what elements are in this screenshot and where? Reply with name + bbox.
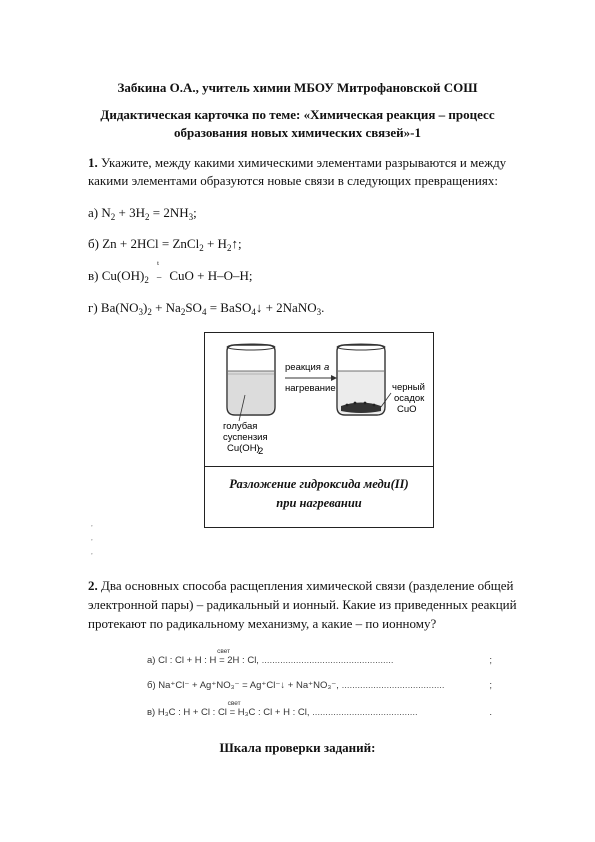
card-title-line-1: Дидактическая карточка по теме: «Химическая реакция – процесс xyxy=(100,107,495,122)
margin-mark: , xyxy=(91,520,93,528)
arrow-label-symbol: a xyxy=(324,362,330,373)
beakers-illustration xyxy=(205,333,433,466)
left-beaker-icon xyxy=(227,344,275,415)
right-beaker-icon xyxy=(337,344,385,415)
q1-text-1: Укажите, между какими химическими элементами разрываются и между xyxy=(101,155,507,170)
left-label-3: Cu(OH) xyxy=(227,443,260,454)
arrow-label-top: реакция xyxy=(285,362,321,373)
q2-reaction-a: а) Cl : Cl + H : H свет = 2H : Cl, .................................................. ; xyxy=(147,648,492,666)
figure-box xyxy=(204,332,434,528)
q2-reaction-c: в) H₃C : H + Cl : Cl свет = H₃C : Cl + H : Cl, ........................................ . xyxy=(147,700,492,718)
q1-item-b: б) Zn + 2HCl = ZnCl$_2$ + $H_2↑$; xyxy=(88,236,242,253)
q2-text-line-2: электронной пары) – радикальный и ионный. Какие из приведенных реакций xyxy=(88,597,517,612)
q2-text-line-1 xyxy=(88,578,514,594)
q2-reaction-b: б) Na⁺Cl⁻ + Ag⁺NO₃⁻ = Ag⁺Cl⁻↓ + Na⁺NO₃⁻, ....................................... ; xyxy=(147,680,492,691)
right-label-2: осадок xyxy=(394,393,425,404)
q1-item-c: в) $Cu(OH)_2$ t – CuO + H–O–H; xyxy=(88,260,253,285)
scale-title: Шкала проверки заданий: xyxy=(219,740,376,755)
right-label-1: черный xyxy=(392,382,425,393)
q1-item-d: г) $Ba(NO_3)_2 + Na_2SO_4$ = BaSO$_4$↓ + 2NaNO$_3$. xyxy=(88,300,325,317)
figure-caption xyxy=(205,475,433,513)
arrow-label-bottom: нагревание xyxy=(285,383,336,394)
left-label-sub: 2 xyxy=(258,446,264,457)
left-label-2: суспензия xyxy=(223,432,268,443)
right-label-3: CuO xyxy=(397,404,417,415)
card-title-line-2: образования новых химических связей»-1 xyxy=(174,125,421,140)
q1-text-line-2: какими элементами образуются новые связи в следующих превращениях: xyxy=(88,173,498,188)
heat-arrow: t – xyxy=(156,260,162,282)
caption-line-1: Разложение гидроксида меди(II) xyxy=(229,477,409,491)
q2-number: 2. xyxy=(88,578,98,593)
figure-divider xyxy=(205,466,433,467)
left-label-1: голубая xyxy=(223,421,258,432)
q1-text-line-1 xyxy=(88,155,506,171)
margin-mark: , xyxy=(91,534,93,542)
margin-mark: , xyxy=(91,548,93,556)
author-line: Забкина О.А., учитель химии МБОУ Митрофановской СОШ xyxy=(117,80,478,95)
q2-text-1: Два основных способа расщепления химической связи (разделение общей xyxy=(101,578,514,593)
q1-number: 1. xyxy=(88,155,98,170)
q2-text-line-3: протекают по радикальному механизму, а какие – по ионному? xyxy=(88,616,437,631)
caption-line-2: при нагревании xyxy=(276,496,362,510)
q1-item-a: а) $N_2 + 3H_2 = 2NH_3$; xyxy=(88,205,197,222)
